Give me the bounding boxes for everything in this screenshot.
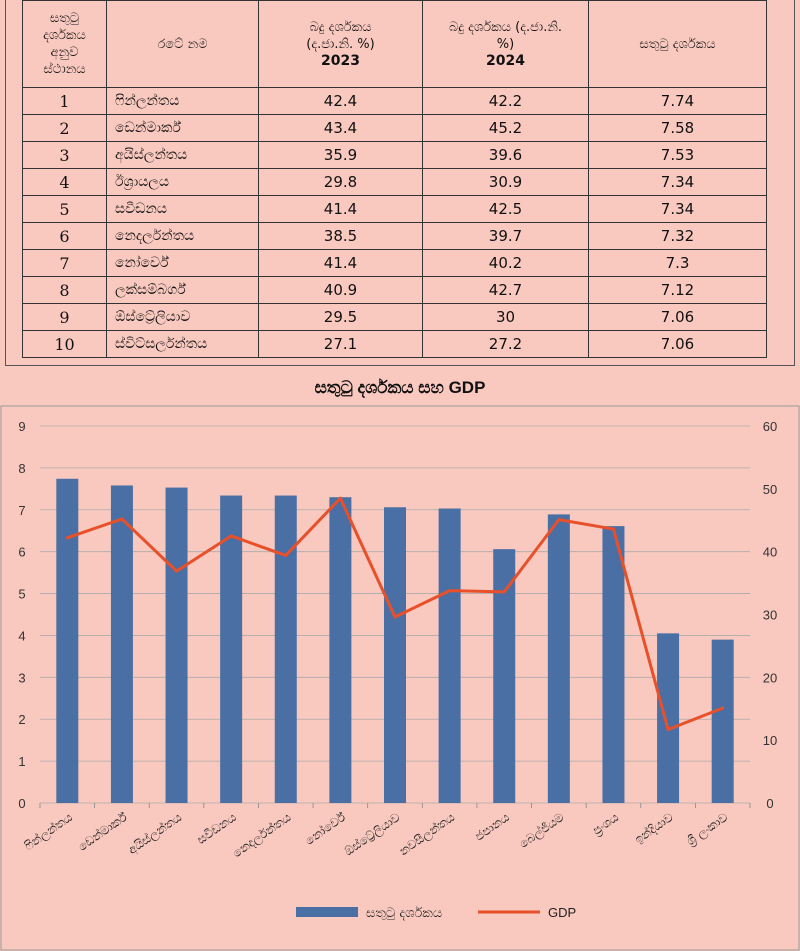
cell-happiness: 7.06: [589, 331, 767, 358]
cell-country: නෙදර්ලන්තය: [107, 223, 259, 250]
bar: [56, 479, 78, 803]
gdp-point: [448, 589, 451, 592]
cell-happiness: 7.58: [589, 115, 767, 142]
gdp-point: [120, 517, 123, 520]
y-left-tick-label: 4: [18, 628, 26, 644]
cell-happiness: 7.74: [589, 88, 767, 115]
cell-rank: 3: [23, 142, 107, 169]
cell-tax-2023: 42.4: [259, 88, 423, 115]
cell-happiness: 7.34: [589, 196, 767, 223]
table-row: [23, 250, 767, 277]
y-left-tick-label: 1: [18, 754, 26, 770]
chart-title: සතුටු දර්ශකය සහ GDP: [314, 378, 486, 397]
gdp-point: [230, 534, 233, 537]
cell-tax-2024: 39.7: [423, 223, 589, 250]
cell-tax-2024: 42.7: [423, 277, 589, 304]
cell-tax-2023: 43.4: [259, 115, 423, 142]
y-left-tick-label: 7: [18, 502, 26, 518]
x-tick-label: ශ්‍රී ලංකාව: [683, 809, 731, 849]
cell-tax-2023: 27.1: [259, 331, 423, 358]
gdp-point: [503, 590, 506, 593]
cell-tax-2024: 30: [423, 304, 589, 331]
cell-happiness: 7.34: [589, 169, 767, 196]
table-row: [23, 196, 767, 223]
bar: [602, 526, 624, 803]
y-left-tick-label: 8: [18, 460, 26, 476]
cell-country: ඕස්ට්‍රේලියාව: [107, 304, 259, 331]
gdp-point: [721, 707, 724, 710]
cell-happiness: 7.12: [589, 277, 767, 304]
y-right-tick-label: 40: [762, 544, 778, 560]
table-row: [23, 331, 767, 358]
cell-tax-2023: 29.8: [259, 169, 423, 196]
cell-rank: 4: [23, 169, 107, 196]
cell-tax-2023: 41.4: [259, 250, 423, 277]
cell-country: ස්විට්සර්ලන්තය: [107, 331, 259, 358]
y-right-tick-label: 50: [762, 481, 778, 497]
bar: [329, 497, 351, 803]
bar: [384, 507, 406, 803]
table-row: [23, 223, 767, 250]
cell-rank: 9: [23, 304, 107, 331]
cell-rank: 8: [23, 277, 107, 304]
bar: [166, 488, 188, 803]
legend-label-happiness: සතුටු දර්ශකය: [366, 906, 443, 921]
cell-tax-2024: 30.9: [423, 169, 589, 196]
header-tax-2023: බදු දර්ශකය (ද.ජා.නි. %) 2023: [259, 1, 423, 88]
cell-rank: 5: [23, 196, 107, 223]
y-right-tick-label: 10: [762, 733, 778, 749]
chart-area: [0, 405, 800, 951]
cell-tax-2023: 40.9: [259, 277, 423, 304]
cell-tax-2024: 42.2: [423, 88, 589, 115]
x-tick-label: අයිස්ලන්තය: [125, 809, 185, 857]
cell-country: ඊශ්‍රායලය: [107, 169, 259, 196]
table-body: [23, 88, 767, 358]
cell-happiness: 7.53: [589, 142, 767, 169]
cell-tax-2023: 41.4: [259, 196, 423, 223]
y-left-tick-label: 3: [18, 670, 26, 686]
bar: [493, 549, 515, 803]
table-row: [23, 88, 767, 115]
y-right-tick-label: 30: [762, 607, 778, 623]
cell-tax-2024: 40.2: [423, 250, 589, 277]
y-right-tick-label: 20: [762, 670, 778, 686]
table-row: [23, 169, 767, 196]
y-left-tick-label: 9: [18, 419, 26, 434]
table-header-row: [23, 1, 767, 88]
x-tick-label: සවීඩනය: [194, 809, 239, 847]
gdp-point: [612, 528, 615, 531]
cell-tax-2024: 39.6: [423, 142, 589, 169]
x-tick-label: ඉන්දියාව: [631, 809, 676, 847]
cell-tax-2024: 42.5: [423, 196, 589, 223]
legend-swatch-happiness: [296, 907, 358, 917]
cell-tax-2023: 29.5: [259, 304, 423, 331]
bar: [657, 633, 679, 803]
x-tick-label: ජපානය: [472, 809, 512, 844]
cell-country: ෆින්ලන්තය: [107, 88, 259, 115]
header-country: රටේ නම: [107, 1, 259, 88]
x-tick-label: නවසීලන්තය: [396, 809, 458, 859]
bar: [712, 640, 734, 803]
combo-chart: [0, 405, 800, 951]
gdp-point: [284, 554, 287, 557]
y-left-tick-label: 6: [18, 544, 26, 560]
gdp-point: [66, 536, 69, 539]
cell-happiness: 7.32: [589, 223, 767, 250]
header-tax-2024: බදු දර්ශකය (ද.ජා.නි. %) 2024: [423, 1, 589, 88]
y-right-tick-label: 0: [766, 796, 774, 811]
bar: [275, 496, 297, 803]
x-tick-label: බෙල්ජියම: [516, 809, 567, 851]
cell-country: ලක්සම්බර්ග්: [107, 277, 259, 304]
table-row: [23, 115, 767, 142]
x-tick-label: ඩෙන්මාර්ක්: [75, 809, 130, 854]
table-row: [23, 277, 767, 304]
header-rank: සතුටු දර්ශකය අනුව ස්ථානය: [23, 1, 107, 88]
cell-country: අයිස්ලන්තය: [107, 142, 259, 169]
cell-happiness: 7.3: [589, 250, 767, 277]
table-row: [23, 304, 767, 331]
cell-country: ඩෙන්මාර්ක්: [107, 115, 259, 142]
x-tick-label: නෝර්වේ: [302, 809, 349, 848]
cell-happiness: 7.06: [589, 304, 767, 331]
bar: [439, 509, 461, 803]
legend-label-gdp: GDP: [548, 905, 577, 920]
cell-tax-2024: 45.2: [423, 115, 589, 142]
cell-tax-2024: 27.2: [423, 331, 589, 358]
cell-rank: 1: [23, 88, 107, 115]
x-tick-label: ෆින්ලන්තය: [21, 809, 76, 854]
bar: [548, 514, 570, 803]
cell-tax-2023: 38.5: [259, 223, 423, 250]
y-right-tick-label: 60: [762, 419, 778, 434]
table-panel: [5, 0, 795, 366]
cell-tax-2023: 35.9: [259, 142, 423, 169]
gdp-point: [339, 497, 342, 500]
gdp-point: [667, 728, 670, 731]
gdp-point: [175, 570, 178, 573]
gdp-point: [557, 518, 560, 521]
x-tick-label: ඕස්ට්‍රේලියාව: [341, 809, 403, 859]
y-left-tick-label: 0: [18, 796, 26, 811]
header-happiness: සතුටු දර්ශකය: [589, 1, 767, 88]
gdp-point: [394, 616, 397, 619]
happiness-tax-table: [22, 0, 767, 358]
x-tick-label: ප්‍රංශය: [589, 809, 622, 838]
cell-country: සවීඩනය: [107, 196, 259, 223]
x-tick-label: නෙදර්ලන්තය: [229, 809, 294, 861]
cell-rank: 2: [23, 115, 107, 142]
table-row: [23, 142, 767, 169]
cell-rank: 7: [23, 250, 107, 277]
cell-rank: 10: [23, 331, 107, 358]
bar: [111, 485, 133, 803]
cell-rank: 6: [23, 223, 107, 250]
cell-country: නෝර්වේ: [107, 250, 259, 277]
y-left-tick-label: 5: [18, 586, 26, 602]
y-left-tick-label: 2: [18, 712, 26, 728]
